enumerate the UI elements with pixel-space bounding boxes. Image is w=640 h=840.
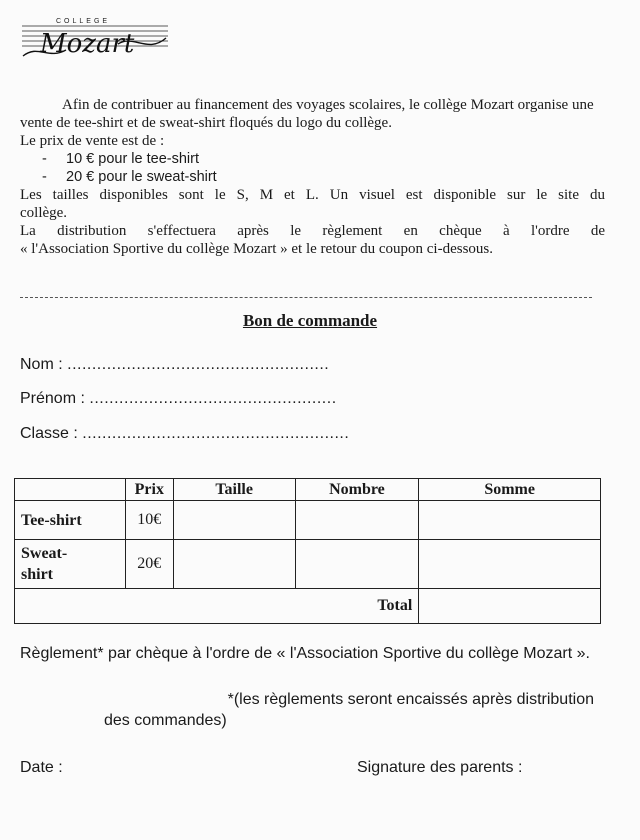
classe-label: Classe : [20,425,78,442]
cell-somme-tshirt[interactable] [419,501,601,540]
cell-somme-sweatshirt[interactable] [419,540,601,589]
row-label-tshirt: Tee-shirt [15,501,126,540]
price-sweatshirt-text: 20 € pour le sweat-shirt [66,169,217,185]
header-prix: Prix [125,479,173,501]
svg-text:COLLEGE: COLLEGE [56,18,111,25]
nom-dotted-line[interactable]: ..................................................... [67,356,330,373]
total-label: Total [15,589,419,624]
price-intro: Le prix de vente est de : [20,133,165,149]
distribution-text-b: « l'Association Sportive du collège Mozart » et le retour du coupon ci-dessous. [20,241,494,257]
date-field[interactable]: Date : [20,759,63,776]
prenom-field[interactable] [20,390,337,408]
cell-taille-tshirt[interactable] [173,501,295,540]
row-label-sweatshirt [15,540,126,589]
price-item-sweatshirt: - 20 € pour le sweat-shirt [42,169,217,185]
distribution-text-a: La distribution s'effectuera après le règlement en chèque à l'ordre de [20,223,605,239]
table-corner-cell [15,479,126,501]
sizes-text-a: Les tailles disponibles sont le S, M et L. Un visuel est disponible sur le site du [20,187,605,203]
payment-note [104,689,594,731]
svg-text:Mozart: Mozart [40,29,135,59]
classe-dotted-line[interactable]: ...................................................... [82,425,350,442]
table-row [15,501,601,540]
payment-line: Règlement* par chèque à l'ordre de « l'Association Sportive du collège Mozart ». [20,645,590,662]
cell-total[interactable] [419,589,601,624]
header-taille: Taille [173,479,295,501]
order-form-title: Bon de commande [242,311,378,330]
payment-note-a: *(les règlements seront encaissés après distribution [227,691,594,708]
intro-paragraph: Afin de contribuer au financement des voyages scolaires, le collège Mozart organise une vente de tee-shirt et de sweat-shirt floqués du logo du collège. [20,97,594,131]
table-row [15,540,601,589]
header-nombre: Nombre [295,479,419,501]
cut-line [20,297,592,298]
payment-instructions [20,643,594,664]
sizes-text-b: collège. [20,205,68,221]
prenom-label: Prénom : [20,390,85,407]
cell-nombre-sweatshirt[interactable] [295,540,419,589]
table-header-row [15,479,601,501]
row-price-sweatshirt: 20€ [125,540,173,589]
prenom-dotted-line[interactable]: .................................................. [89,390,337,407]
cell-nombre-tshirt[interactable] [295,501,419,540]
college-mozart-logo [18,14,173,66]
price-tshirt-text: 10 € pour le tee-shirt [66,151,199,167]
signature-field[interactable]: Signature des parents : [357,759,523,776]
classe-field[interactable] [20,425,349,443]
nom-field[interactable] [20,356,329,374]
order-table [14,478,601,624]
row-label-sweatshirt-a: Sweat- [21,545,68,562]
header-somme: Somme [419,479,601,501]
row-price-tshirt: 10€ [125,501,173,540]
price-item-tshirt: - 10 € pour le tee-shirt [42,151,199,167]
table-total-row [15,589,601,624]
intro-text [20,96,605,258]
payment-note-b: des commandes) [104,712,227,729]
nom-label: Nom : [20,356,63,373]
row-label-sweatshirt-b: shirt [21,566,53,583]
cell-taille-sweatshirt[interactable] [173,540,295,589]
